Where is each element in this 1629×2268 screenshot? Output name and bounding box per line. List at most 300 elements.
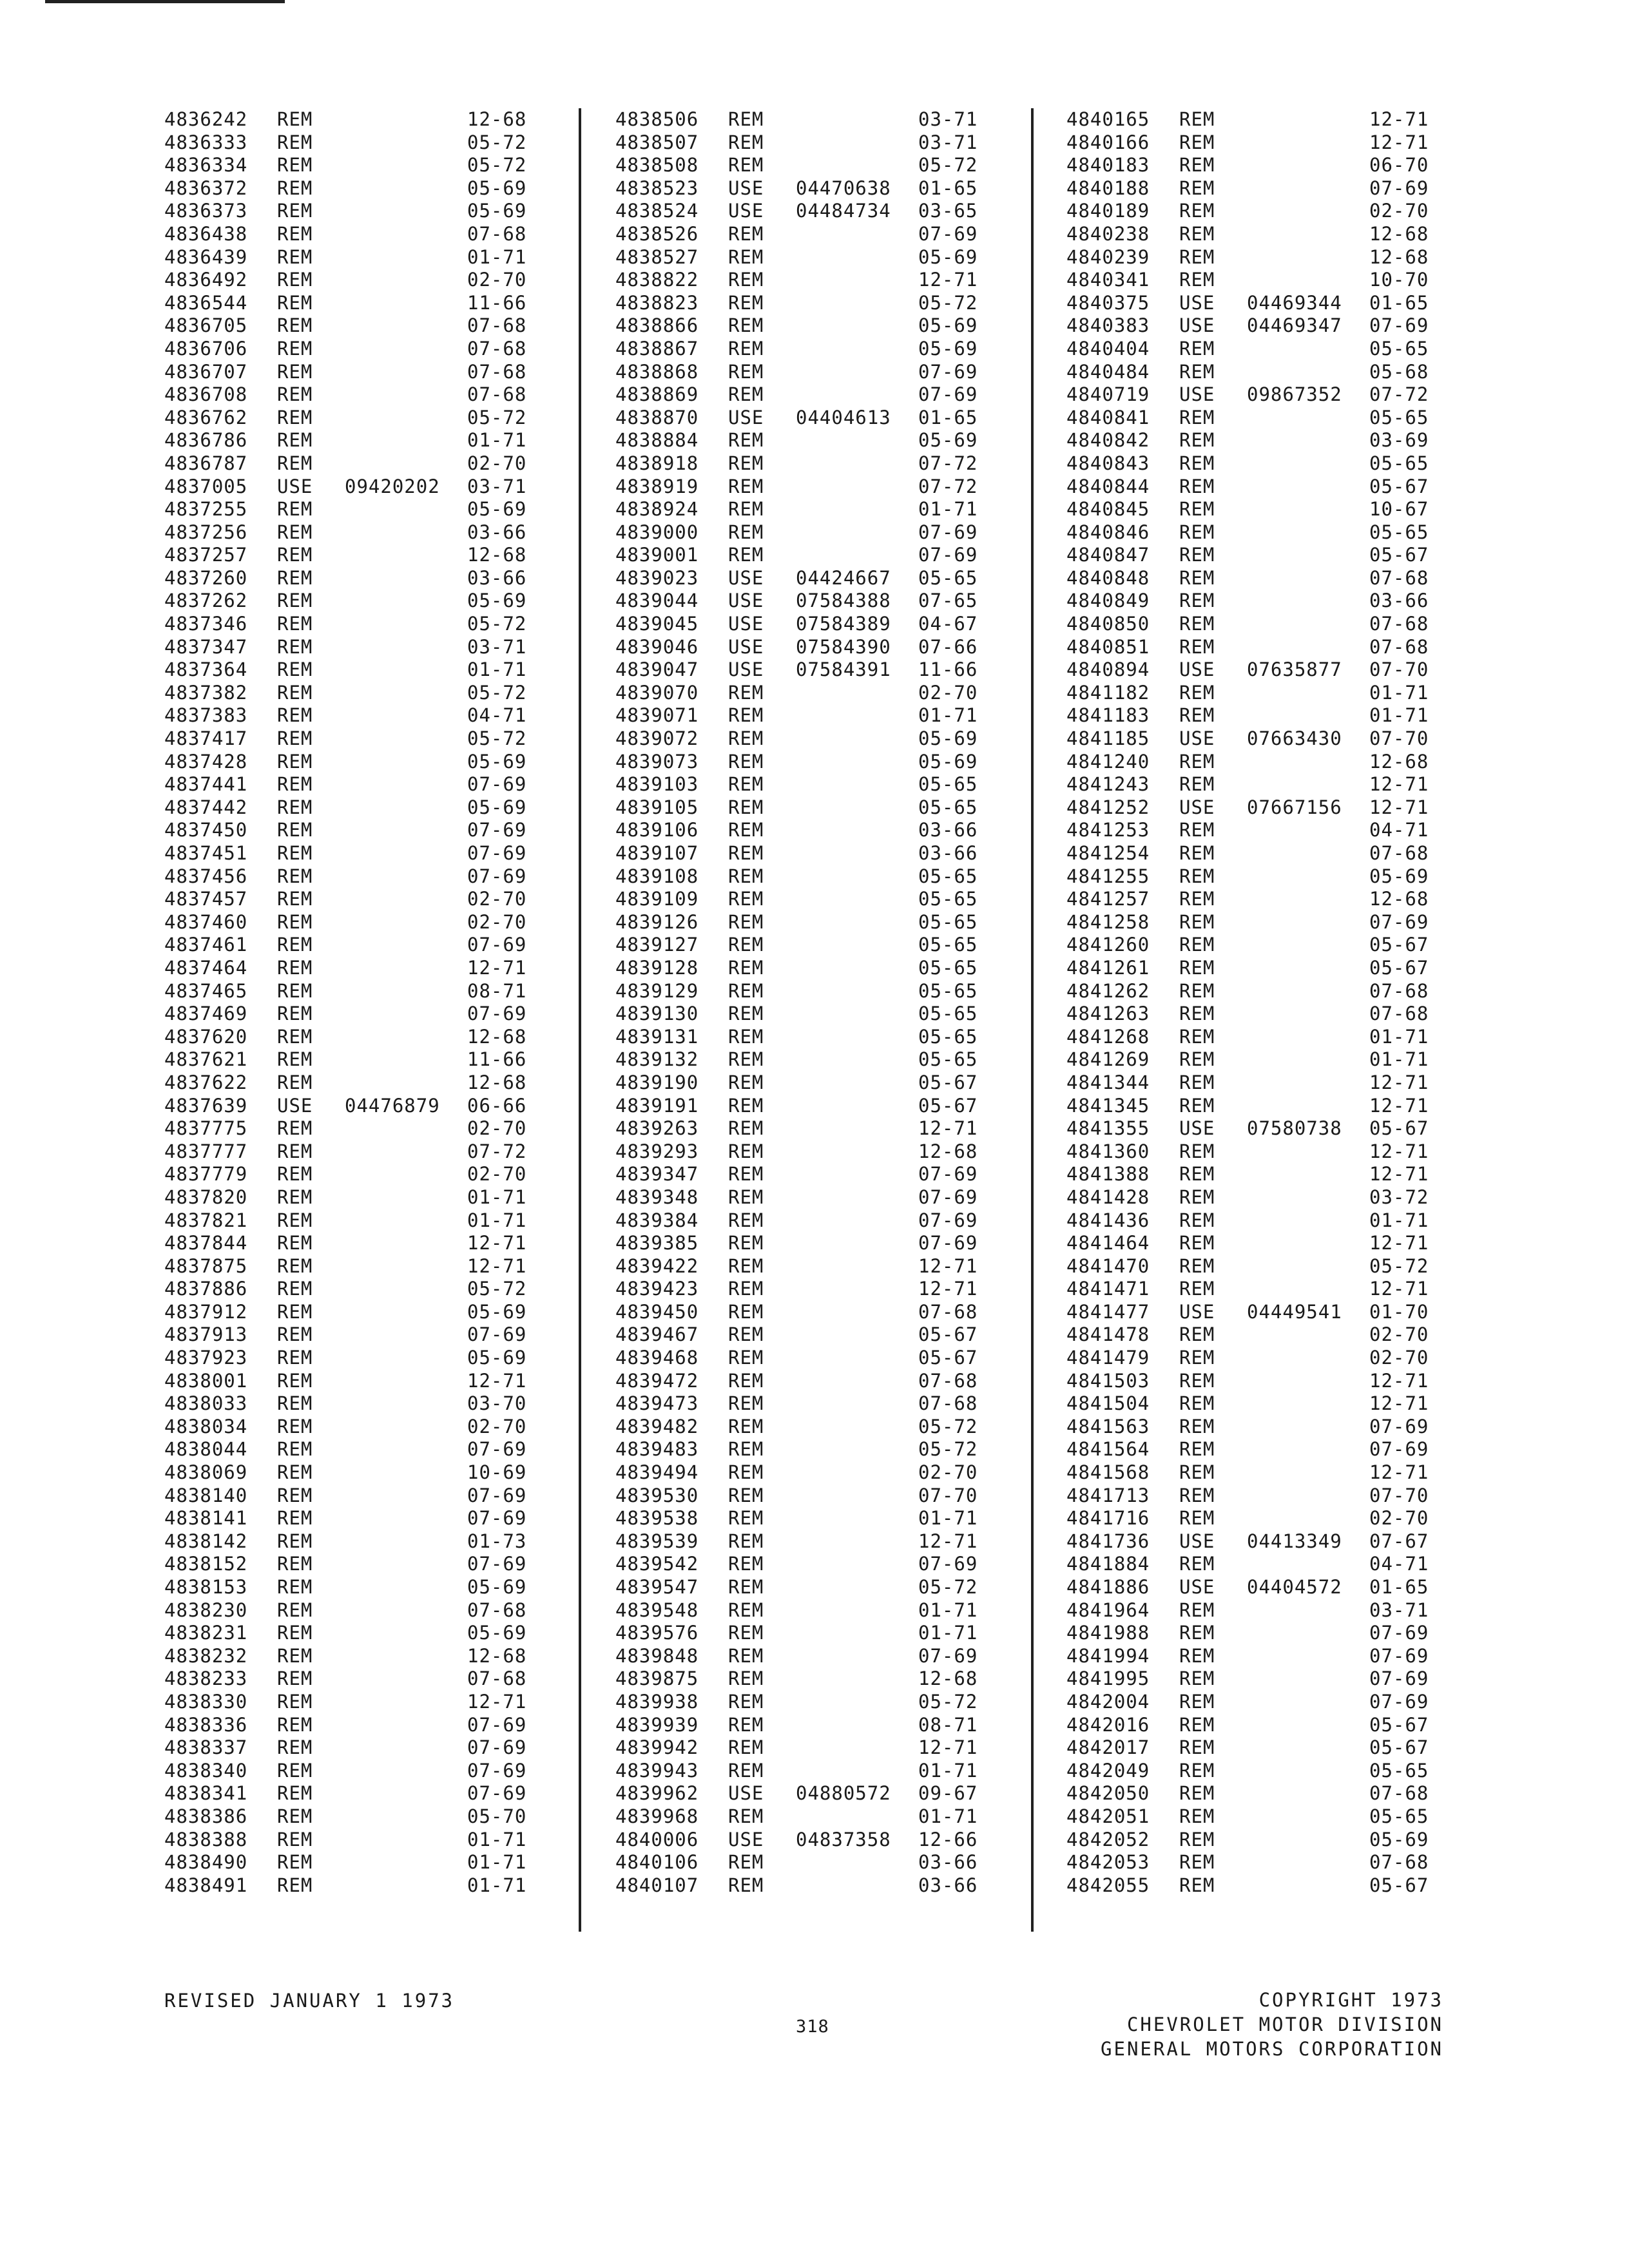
part-number: 4838866 bbox=[615, 314, 699, 337]
part-row bbox=[615, 361, 1018, 384]
status-code: USE bbox=[1179, 383, 1215, 406]
status-code: REM bbox=[1179, 1438, 1215, 1461]
part-number: 4841995 bbox=[1066, 1667, 1150, 1690]
effective-date: 09-67 bbox=[918, 1782, 978, 1805]
part-row bbox=[1066, 429, 1469, 452]
part-number: 4841471 bbox=[1066, 1278, 1150, 1300]
part-row bbox=[164, 154, 567, 177]
status-code: REM bbox=[1179, 200, 1215, 222]
status-code: REM bbox=[277, 131, 313, 153]
status-code: REM bbox=[277, 681, 313, 704]
part-row bbox=[615, 934, 1018, 957]
status-code: REM bbox=[728, 727, 764, 750]
part-number: 4837382 bbox=[164, 681, 248, 704]
part-row bbox=[1066, 1829, 1469, 1852]
revised-date: REVISED JANUARY 1 1973 bbox=[164, 1990, 455, 2012]
part-row bbox=[615, 108, 1018, 131]
part-number: 4837469 bbox=[164, 1003, 248, 1025]
effective-date: 05-65 bbox=[918, 1003, 978, 1025]
status-code: USE bbox=[277, 475, 313, 497]
part-number: 4837364 bbox=[164, 658, 248, 681]
part-row bbox=[615, 980, 1018, 1003]
effective-date: 07-69 bbox=[467, 773, 527, 796]
part-row bbox=[164, 567, 567, 590]
part-number: 4839132 bbox=[615, 1048, 699, 1071]
part-number: 4838337 bbox=[164, 1736, 248, 1759]
effective-date: 07-69 bbox=[918, 1553, 978, 1575]
status-code: REM bbox=[728, 1232, 764, 1254]
part-row bbox=[615, 1323, 1018, 1347]
status-code: REM bbox=[728, 1300, 764, 1323]
part-number: 4839483 bbox=[615, 1438, 699, 1461]
part-number: 4841258 bbox=[1066, 910, 1150, 933]
part-number: 4836438 bbox=[164, 222, 248, 245]
status-code: REM bbox=[1179, 1828, 1215, 1850]
part-number: 4837450 bbox=[164, 819, 248, 841]
status-code: REM bbox=[728, 865, 764, 887]
status-code: REM bbox=[277, 1323, 313, 1346]
effective-date: 07-69 bbox=[467, 819, 527, 841]
part-row bbox=[164, 1072, 567, 1095]
part-row bbox=[1066, 1782, 1469, 1805]
part-row bbox=[164, 1760, 567, 1783]
status-code: REM bbox=[277, 1003, 313, 1025]
part-row bbox=[1066, 1232, 1469, 1255]
effective-date: 05-65 bbox=[918, 796, 978, 818]
effective-date: 07-68 bbox=[1369, 1003, 1429, 1025]
effective-date: 01-71 bbox=[467, 1186, 527, 1208]
part-number: 4841269 bbox=[1066, 1048, 1150, 1071]
page-number: 318 bbox=[796, 2017, 829, 2037]
status-code: REM bbox=[277, 842, 313, 864]
status-code: REM bbox=[728, 1254, 764, 1277]
part-number: 4839576 bbox=[615, 1622, 699, 1644]
part-row bbox=[164, 1186, 567, 1209]
effective-date: 05-69 bbox=[467, 498, 527, 521]
part-row bbox=[615, 1736, 1018, 1760]
effective-date: 05-69 bbox=[467, 750, 527, 773]
part-row bbox=[164, 1714, 567, 1737]
part-row bbox=[164, 1691, 567, 1714]
effective-date: 05-69 bbox=[918, 337, 978, 360]
effective-date: 05-65 bbox=[918, 910, 978, 933]
part-row bbox=[1066, 1323, 1469, 1347]
effective-date: 05-72 bbox=[918, 1690, 978, 1713]
status-code: REM bbox=[277, 566, 313, 589]
part-row bbox=[1066, 1392, 1469, 1416]
part-number: 4836439 bbox=[164, 245, 248, 268]
part-row bbox=[615, 1485, 1018, 1508]
part-row bbox=[1066, 1622, 1469, 1645]
effective-date: 05-69 bbox=[467, 590, 527, 612]
part-number: 4841263 bbox=[1066, 1003, 1150, 1025]
effective-date: 05-69 bbox=[1369, 1828, 1429, 1850]
status-code: REM bbox=[1179, 222, 1215, 245]
status-code: REM bbox=[728, 269, 764, 291]
part-number: 4839046 bbox=[615, 635, 699, 658]
part-row bbox=[615, 1829, 1018, 1852]
part-number: 4841345 bbox=[1066, 1094, 1150, 1117]
part-row bbox=[615, 1760, 1018, 1783]
effective-date: 12-68 bbox=[467, 544, 527, 566]
part-number: 4840848 bbox=[1066, 566, 1150, 589]
part-number: 4841503 bbox=[1066, 1369, 1150, 1392]
status-code: REM bbox=[277, 544, 313, 566]
status-code: REM bbox=[1179, 750, 1215, 773]
part-row bbox=[164, 1599, 567, 1622]
status-code: USE bbox=[728, 566, 764, 589]
part-row bbox=[164, 1117, 567, 1140]
part-row bbox=[164, 383, 567, 407]
status-code: REM bbox=[277, 1300, 313, 1323]
effective-date: 06-66 bbox=[467, 1094, 527, 1117]
status-code: REM bbox=[1179, 245, 1215, 268]
status-code: REM bbox=[277, 1805, 313, 1827]
part-row bbox=[615, 1691, 1018, 1714]
effective-date: 01-71 bbox=[918, 1759, 978, 1782]
part-number: 4840841 bbox=[1066, 406, 1150, 428]
effective-date: 12-68 bbox=[467, 1025, 527, 1048]
status-code: REM bbox=[728, 1644, 764, 1667]
part-row bbox=[615, 1186, 1018, 1209]
effective-date: 07-69 bbox=[467, 1438, 527, 1461]
effective-date: 07-68 bbox=[467, 222, 527, 245]
part-number: 4838506 bbox=[615, 108, 699, 130]
status-code: REM bbox=[728, 1713, 764, 1736]
part-number: 4840850 bbox=[1066, 613, 1150, 635]
part-number: 4837875 bbox=[164, 1254, 248, 1277]
part-row bbox=[1066, 1485, 1469, 1508]
part-row bbox=[1066, 1714, 1469, 1737]
replacement-part-number: 09867352 bbox=[1247, 383, 1342, 406]
status-code: REM bbox=[728, 796, 764, 818]
status-code: REM bbox=[728, 681, 764, 704]
part-row bbox=[615, 1003, 1018, 1026]
part-row bbox=[615, 1232, 1018, 1255]
part-number: 4838069 bbox=[164, 1461, 248, 1484]
effective-date: 01-65 bbox=[1369, 1576, 1429, 1598]
part-row bbox=[615, 544, 1018, 567]
part-row bbox=[615, 658, 1018, 682]
status-code: REM bbox=[1179, 979, 1215, 1002]
effective-date: 07-69 bbox=[467, 1003, 527, 1025]
part-number: 4837442 bbox=[164, 796, 248, 818]
effective-date: 05-65 bbox=[918, 566, 978, 589]
status-code: REM bbox=[277, 1438, 313, 1461]
part-number: 4841261 bbox=[1066, 956, 1150, 979]
status-code: REM bbox=[277, 1667, 313, 1690]
part-number: 4838867 bbox=[615, 337, 699, 360]
part-number: 4836334 bbox=[164, 154, 248, 177]
part-number: 4837256 bbox=[164, 521, 248, 543]
effective-date: 05-65 bbox=[918, 1048, 978, 1071]
part-number: 4841563 bbox=[1066, 1415, 1150, 1437]
part-row bbox=[615, 338, 1018, 361]
part-row bbox=[164, 934, 567, 957]
effective-date: 07-68 bbox=[1369, 979, 1429, 1002]
effective-date: 03-71 bbox=[467, 635, 527, 658]
part-number: 4840847 bbox=[1066, 544, 1150, 566]
part-row bbox=[1066, 865, 1469, 889]
part-row bbox=[164, 1805, 567, 1829]
part-row bbox=[1066, 980, 1469, 1003]
part-row bbox=[164, 1140, 567, 1164]
part-row bbox=[164, 658, 567, 682]
part-row bbox=[164, 1278, 567, 1301]
status-code: REM bbox=[728, 1507, 764, 1530]
status-code: USE bbox=[728, 1828, 764, 1850]
effective-date: 12-68 bbox=[467, 108, 527, 130]
part-number: 4838152 bbox=[164, 1553, 248, 1575]
effective-date: 05-72 bbox=[467, 406, 527, 428]
part-row bbox=[1066, 1255, 1469, 1278]
part-number: 4841253 bbox=[1066, 819, 1150, 841]
status-code: REM bbox=[728, 1667, 764, 1690]
status-code: REM bbox=[277, 1622, 313, 1644]
part-row bbox=[615, 888, 1018, 911]
effective-date: 07-69 bbox=[918, 222, 978, 245]
part-number: 4839131 bbox=[615, 1025, 699, 1048]
effective-date: 01-71 bbox=[918, 1507, 978, 1530]
status-code: REM bbox=[277, 750, 313, 773]
status-code: REM bbox=[277, 635, 313, 658]
part-number: 4839047 bbox=[615, 658, 699, 681]
replacement-part-number: 04413349 bbox=[1247, 1530, 1342, 1552]
part-row bbox=[164, 1026, 567, 1049]
part-number: 4838140 bbox=[164, 1484, 248, 1506]
status-code: REM bbox=[1179, 1667, 1215, 1690]
copyright-line: GENERAL MOTORS CORPORATION bbox=[1101, 2038, 1443, 2060]
status-code: REM bbox=[728, 544, 764, 566]
part-row bbox=[615, 246, 1018, 269]
part-row bbox=[1066, 1667, 1469, 1691]
status-code: REM bbox=[1179, 1759, 1215, 1782]
part-row bbox=[1066, 1691, 1469, 1714]
status-code: REM bbox=[1179, 1622, 1215, 1644]
effective-date: 07-68 bbox=[1369, 613, 1429, 635]
status-code: USE bbox=[1179, 291, 1215, 314]
effective-date: 12-66 bbox=[918, 1828, 978, 1850]
effective-date: 07-69 bbox=[1369, 177, 1429, 199]
effective-date: 03-71 bbox=[1369, 1599, 1429, 1621]
part-row bbox=[615, 1370, 1018, 1393]
part-row bbox=[615, 1163, 1018, 1186]
part-number: 4839108 bbox=[615, 865, 699, 887]
effective-date: 12-71 bbox=[1369, 1369, 1429, 1392]
part-number: 4838491 bbox=[164, 1874, 248, 1896]
part-row bbox=[1066, 1347, 1469, 1370]
status-code: REM bbox=[277, 956, 313, 979]
effective-date: 07-70 bbox=[1369, 1484, 1429, 1506]
status-code: REM bbox=[277, 1874, 313, 1896]
part-row bbox=[615, 727, 1018, 751]
part-row bbox=[615, 407, 1018, 430]
effective-date: 05-69 bbox=[918, 727, 978, 750]
effective-date: 07-72 bbox=[1369, 383, 1429, 406]
status-code: REM bbox=[1179, 337, 1215, 360]
status-code: REM bbox=[277, 979, 313, 1002]
effective-date: 01-71 bbox=[467, 658, 527, 681]
part-row bbox=[164, 200, 567, 223]
part-number: 4840404 bbox=[1066, 337, 1150, 360]
status-code: USE bbox=[728, 406, 764, 428]
status-code: REM bbox=[277, 819, 313, 841]
status-code: REM bbox=[277, 888, 313, 910]
status-code: REM bbox=[1179, 1232, 1215, 1254]
effective-date: 12-71 bbox=[1369, 773, 1429, 796]
replacement-part-number: 04476879 bbox=[345, 1094, 440, 1117]
effective-date: 05-69 bbox=[467, 1300, 527, 1323]
part-number: 4837417 bbox=[164, 727, 248, 750]
effective-date: 03-70 bbox=[467, 1392, 527, 1415]
part-number: 4839422 bbox=[615, 1254, 699, 1277]
part-number: 4840894 bbox=[1066, 658, 1150, 681]
effective-date: 05-69 bbox=[918, 429, 978, 452]
part-row bbox=[1066, 131, 1469, 155]
status-code: USE bbox=[1179, 796, 1215, 818]
effective-date: 08-71 bbox=[918, 1713, 978, 1736]
part-row bbox=[615, 636, 1018, 659]
effective-date: 07-68 bbox=[918, 1392, 978, 1415]
effective-date: 02-70 bbox=[467, 1415, 527, 1437]
part-row bbox=[1066, 1048, 1469, 1072]
status-code: REM bbox=[1179, 406, 1215, 428]
status-code: REM bbox=[728, 1369, 764, 1392]
effective-date: 03-71 bbox=[467, 475, 527, 497]
effective-date: 12-71 bbox=[1369, 1392, 1429, 1415]
part-row bbox=[1066, 521, 1469, 544]
effective-date: 05-67 bbox=[1369, 1874, 1429, 1896]
part-number: 4839467 bbox=[615, 1323, 699, 1346]
effective-date: 05-65 bbox=[918, 1025, 978, 1048]
effective-date: 05-65 bbox=[918, 979, 978, 1002]
status-code: REM bbox=[728, 108, 764, 130]
effective-date: 02-70 bbox=[1369, 1323, 1429, 1346]
part-number: 4837621 bbox=[164, 1048, 248, 1071]
part-row bbox=[615, 751, 1018, 774]
status-code: REM bbox=[1179, 888, 1215, 910]
part-row bbox=[615, 957, 1018, 980]
part-row bbox=[164, 1507, 567, 1530]
part-row bbox=[1066, 292, 1469, 315]
part-row bbox=[164, 1576, 567, 1599]
status-code: REM bbox=[277, 1690, 313, 1713]
part-row bbox=[615, 1782, 1018, 1805]
part-number: 4839045 bbox=[615, 613, 699, 635]
effective-date: 07-69 bbox=[467, 1323, 527, 1346]
status-code: REM bbox=[1179, 475, 1215, 497]
part-number: 4838527 bbox=[615, 245, 699, 268]
part-number: 4841564 bbox=[1066, 1438, 1150, 1461]
part-number: 4839129 bbox=[615, 979, 699, 1002]
part-row bbox=[1066, 590, 1469, 613]
part-row bbox=[615, 1438, 1018, 1461]
status-code: REM bbox=[728, 1278, 764, 1300]
status-code: REM bbox=[728, 1094, 764, 1117]
part-number: 4841736 bbox=[1066, 1530, 1150, 1552]
part-row bbox=[1066, 1576, 1469, 1599]
part-number: 4836705 bbox=[164, 314, 248, 337]
status-code: REM bbox=[728, 1851, 764, 1874]
part-number: 4837465 bbox=[164, 979, 248, 1002]
part-row bbox=[164, 1232, 567, 1255]
part-number: 4841716 bbox=[1066, 1507, 1150, 1530]
part-row bbox=[615, 1622, 1018, 1645]
part-number: 4837886 bbox=[164, 1278, 248, 1300]
part-row bbox=[164, 1095, 567, 1118]
effective-date: 05-69 bbox=[467, 177, 527, 199]
status-code: REM bbox=[728, 314, 764, 337]
part-number: 4837464 bbox=[164, 956, 248, 979]
part-row bbox=[164, 131, 567, 155]
status-code: REM bbox=[1179, 1644, 1215, 1667]
effective-date: 11-66 bbox=[918, 658, 978, 681]
part-number: 4839450 bbox=[615, 1300, 699, 1323]
status-code: REM bbox=[1179, 1003, 1215, 1025]
part-row bbox=[164, 1416, 567, 1439]
status-code: REM bbox=[277, 291, 313, 314]
part-row bbox=[615, 177, 1018, 200]
effective-date: 01-71 bbox=[918, 704, 978, 727]
status-code: REM bbox=[1179, 1140, 1215, 1162]
part-number: 4837779 bbox=[164, 1163, 248, 1186]
part-number: 4837428 bbox=[164, 750, 248, 773]
status-code: USE bbox=[1179, 658, 1215, 681]
status-code: REM bbox=[1179, 1415, 1215, 1437]
status-code: REM bbox=[277, 1851, 313, 1874]
part-number: 4840183 bbox=[1066, 154, 1150, 177]
effective-date: 02-70 bbox=[467, 1163, 527, 1186]
part-number: 4839190 bbox=[615, 1071, 699, 1093]
part-number: 4838142 bbox=[164, 1530, 248, 1552]
status-code: REM bbox=[728, 1576, 764, 1598]
part-number: 4841355 bbox=[1066, 1117, 1150, 1140]
status-code: REM bbox=[1179, 360, 1215, 383]
effective-date: 07-68 bbox=[467, 314, 527, 337]
part-row bbox=[1066, 246, 1469, 269]
part-number: 4837775 bbox=[164, 1117, 248, 1140]
part-row bbox=[1066, 704, 1469, 727]
status-code: REM bbox=[1179, 1874, 1215, 1896]
effective-date: 07-68 bbox=[1369, 635, 1429, 658]
effective-date: 07-67 bbox=[1369, 1530, 1429, 1552]
part-number: 4839482 bbox=[615, 1415, 699, 1437]
status-code: REM bbox=[728, 910, 764, 933]
effective-date: 07-69 bbox=[918, 544, 978, 566]
status-code: REM bbox=[1179, 956, 1215, 979]
part-row bbox=[615, 1507, 1018, 1530]
effective-date: 05-69 bbox=[467, 1576, 527, 1598]
part-row bbox=[615, 1140, 1018, 1164]
part-row bbox=[1066, 1003, 1469, 1026]
part-number: 4838386 bbox=[164, 1805, 248, 1827]
part-number: 4841182 bbox=[1066, 681, 1150, 704]
part-number: 4839423 bbox=[615, 1278, 699, 1300]
part-row bbox=[164, 1736, 567, 1760]
part-number: 4839293 bbox=[615, 1140, 699, 1162]
replacement-part-number: 04469347 bbox=[1247, 314, 1342, 337]
part-number: 4837844 bbox=[164, 1232, 248, 1254]
effective-date: 01-71 bbox=[1369, 1209, 1429, 1231]
part-row bbox=[164, 1622, 567, 1645]
part-row bbox=[1066, 957, 1469, 980]
part-number: 4842017 bbox=[1066, 1736, 1150, 1759]
part-row bbox=[164, 980, 567, 1003]
status-code: USE bbox=[1179, 1576, 1215, 1598]
part-row bbox=[1066, 177, 1469, 200]
part-number: 4838868 bbox=[615, 360, 699, 383]
effective-date: 07-65 bbox=[918, 590, 978, 612]
